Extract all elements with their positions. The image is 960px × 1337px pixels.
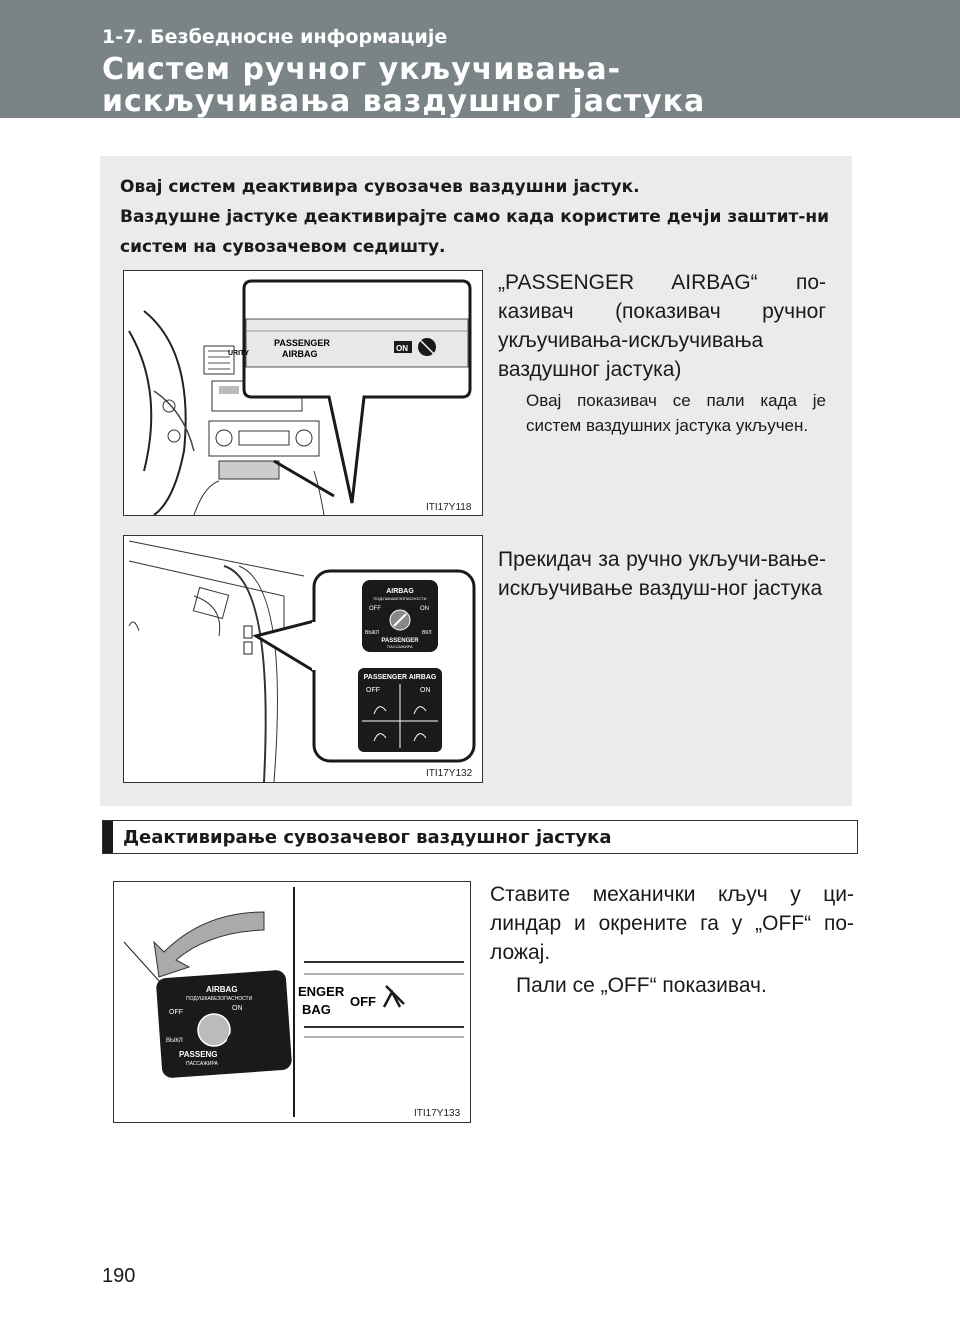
- switch-off-text: OFF: [369, 606, 381, 612]
- figure-code-3: ITI17Y133: [414, 1108, 461, 1119]
- indicator-airbag-text: AIRBAG: [282, 349, 318, 359]
- intro-line-1: Овај систем деактивира сувозачев ваздушни јастук.: [120, 177, 640, 197]
- fig3-passenger-ru-text: ПАССАЖИРА: [186, 1061, 218, 1067]
- fig3-off-indicator-text: OFF: [350, 994, 376, 1009]
- switch-airbag-text: AIRBAG: [386, 588, 414, 595]
- dashboard-illustration: [124, 271, 482, 515]
- item-2-description: Прекидач за ручно укључи-вање-искључивање ваздуш-ног јастука: [498, 548, 826, 600]
- fig3-airbag-text: AIRBAG: [206, 985, 238, 994]
- figure-dashboard-indicator: [123, 270, 483, 516]
- fig3-on-text: ON: [232, 1005, 243, 1012]
- fig3-enger-text: ENGER: [298, 984, 345, 999]
- indicator-urity-text: URITY: [228, 350, 249, 357]
- switch-vkl-text: ВКЛ: [422, 630, 432, 636]
- instruction-note: Пали се „OFF“ показивач.: [516, 974, 767, 997]
- rotate-arrow-icon: [154, 912, 264, 977]
- figure-code-2: ITI17Y132: [426, 768, 473, 779]
- switch-passenger-ru-text: ПАССАЖИРА: [387, 644, 413, 649]
- fig3-airbag-ru-text: ПОДУШКАБЕЗОПАСНОСТИ: [186, 996, 253, 1002]
- fig3-off-text: OFF: [169, 1009, 183, 1016]
- key-icon: [198, 1014, 230, 1046]
- switch-airbag-ru-text: ПОДУШКАБЕЗОПАСНОСТИ: [373, 596, 427, 601]
- section-label: 1-7. Безбедносне информације: [102, 26, 448, 48]
- page-title: Систем ручног укључивања-искључивања ваздушног јастука: [102, 52, 706, 119]
- key-turn-illustration: [114, 882, 470, 1122]
- page-number: 190: [102, 1265, 136, 1287]
- switch-on-text: ON: [420, 606, 429, 612]
- instruction-text: [490, 880, 854, 1000]
- switch-illustration: [124, 536, 482, 782]
- subsection-heading-text: Деактивирање сувозачевог ваздушног јастука: [123, 827, 612, 848]
- item-1-note: Овај показивач се пали када је систем ваздушних јастука укључен.: [526, 391, 826, 435]
- figure-key-off: [113, 881, 471, 1123]
- subsection-heading-bar: [103, 821, 113, 853]
- figure-airbag-switch: [123, 535, 483, 783]
- seat-off-indicator-icon: [384, 986, 404, 1007]
- figure-code-1: ITI17Y118: [426, 502, 472, 513]
- fig3-bag-text: BAG: [302, 1002, 331, 1017]
- intro-text: [120, 172, 840, 262]
- indicator-passenger-text: PASSENGER: [274, 338, 330, 348]
- fig3-vykl-text: ВЫКЛ: [166, 1038, 183, 1044]
- item-1-description: [498, 268, 826, 438]
- item-1-title: „PASSENGER AIRBAG“ по-казивач (показивач ручног укључивања-искључивања ваздушног јастука): [498, 271, 826, 381]
- indicator-on-text: ON: [396, 344, 408, 353]
- switch-vykl-text: ВЫКЛ: [365, 630, 379, 636]
- panel-off-text: OFF: [366, 687, 380, 694]
- switch-passenger-text: PASSENGER: [381, 638, 419, 644]
- intro-line-2: Ваздушне јастуке деактивирајте само када користите дечји заштит-ни систем на сувозачевом седишту.: [120, 207, 830, 257]
- panel-title-text: PASSENGER AIRBAG: [363, 674, 437, 681]
- subsection-heading: [102, 820, 858, 854]
- fig3-passeng-text: PASSENG: [179, 1050, 218, 1059]
- panel-on-text: ON: [420, 687, 431, 694]
- instruction-main: Ставите механички кључ у ци-линдар и окрените га у „OFF“ по-ложај.: [490, 883, 854, 964]
